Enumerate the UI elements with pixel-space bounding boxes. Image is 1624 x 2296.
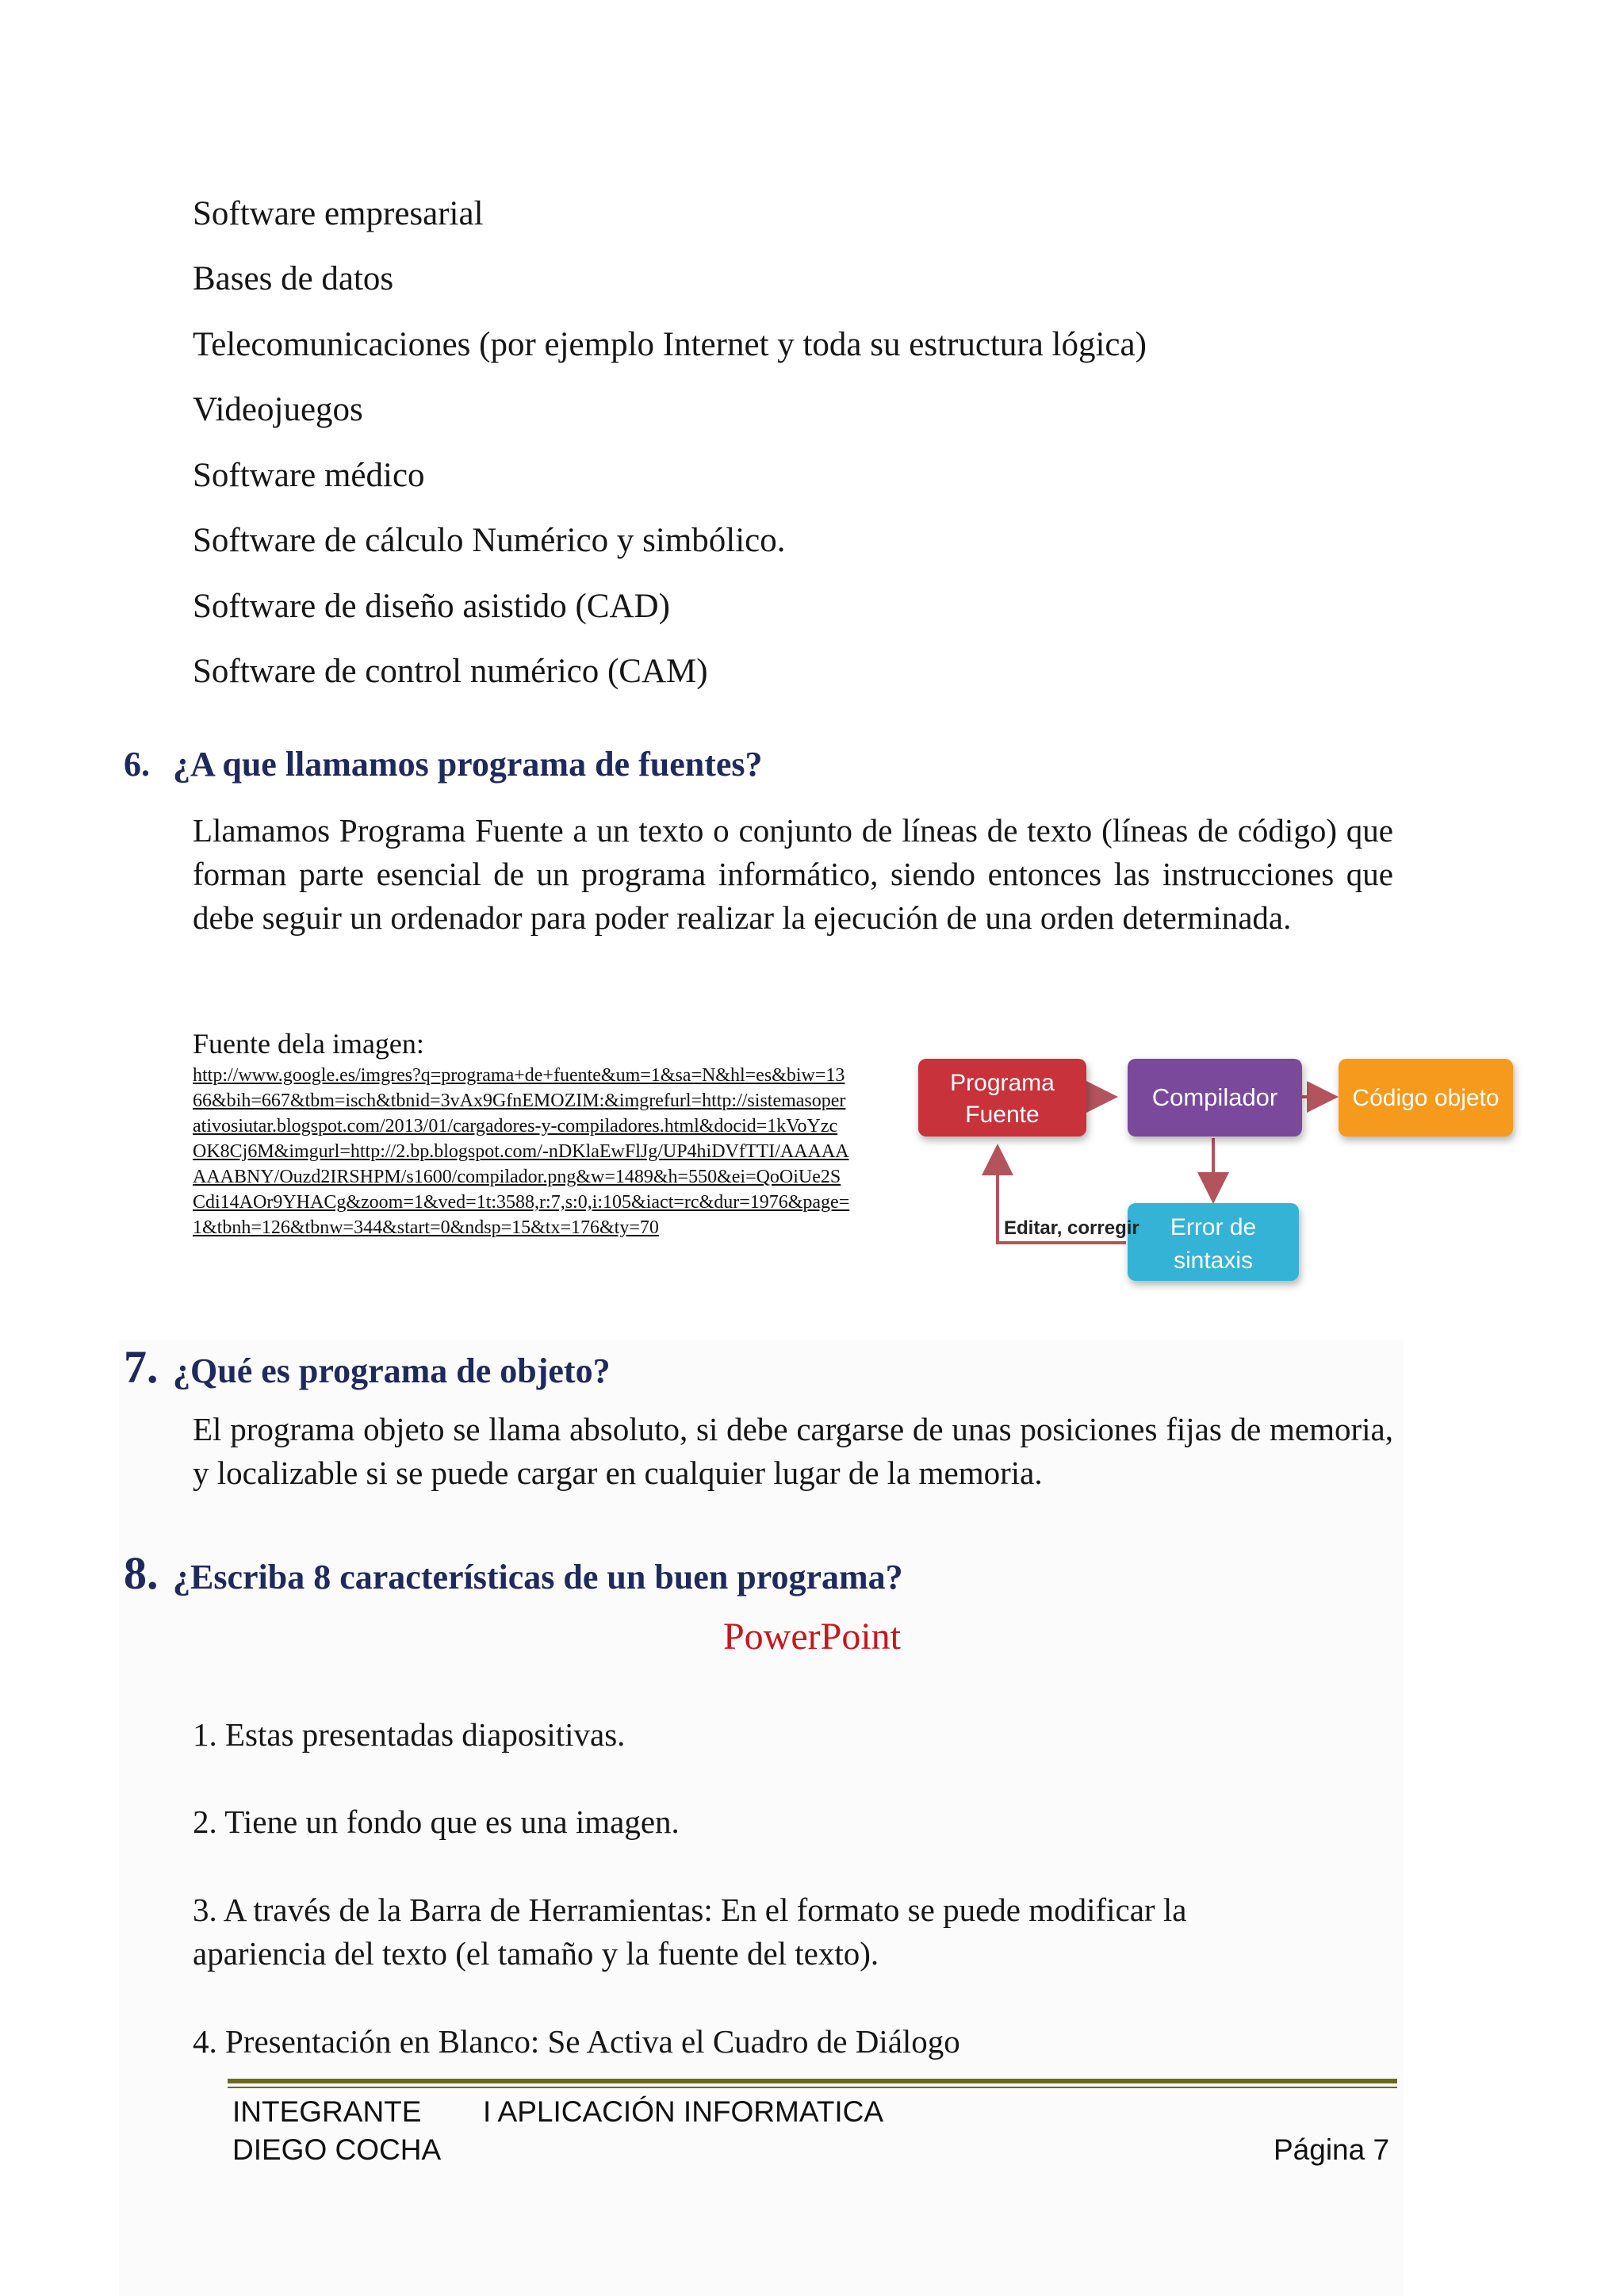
numbered-item: 3. A través de la Barra de Herramientas: En el formato se puede modificar la apariencia del texto (el tamaño y la fuente del texto). — [193, 1892, 1187, 1972]
source-label: Programa — [950, 1070, 1055, 1096]
numbered-item: 1. Estas presentadas diapositivas. — [193, 1716, 626, 1753]
footer-role: INTEGRANTE — [232, 2095, 422, 2128]
question-6-answer: Llamamos Programa Fuente a un texto o conjunto de líneas de texto (líneas de código) que forman parte esencial de un programa informático, siendo entonces las instrucciones que debe seguir un ordenador para poder realizar la ejecución de una orden determinada. — [193, 812, 1393, 936]
syntax-error-box — [1128, 1203, 1299, 1281]
question-6-heading — [124, 744, 763, 784]
compiler-label: Compilador — [1151, 1083, 1278, 1111]
list-item: Software médico — [193, 457, 425, 494]
list-item: Software de control numérico (CAM) — [193, 653, 708, 690]
error-label: sintaxis — [1173, 1248, 1254, 1274]
compiler-diagram — [904, 1039, 1530, 1293]
list-item: Bases de datos — [193, 260, 394, 297]
object-code-box — [1339, 1059, 1513, 1137]
question-title: ¿Qué es programa de objeto? — [173, 1351, 611, 1390]
loop-label: Editar, corregir — [1004, 1217, 1139, 1239]
footer-divider — [228, 2087, 1397, 2088]
numbered-item: 2. Tiene un fondo que es una imagen. — [193, 1803, 680, 1840]
object-code-label: Código objeto — [1352, 1085, 1500, 1111]
list-item: Videojuegos — [193, 391, 363, 428]
question-number: 7. — [124, 1341, 159, 1393]
list-item: Software de cálculo Numérico y simbólico. — [193, 522, 786, 559]
question-number: 8. — [124, 1547, 159, 1599]
question-title: ¿A que llamamos programa de fuentes? — [173, 745, 763, 784]
source-label: Fuente — [965, 1102, 1040, 1128]
compiler-box — [1128, 1059, 1302, 1137]
question-number: 6. — [124, 745, 150, 784]
list-item: Software empresarial — [193, 195, 484, 232]
list-item: Software de diseño asistido (CAD) — [193, 588, 670, 625]
section-subtitle: PowerPoint — [722, 1616, 901, 1658]
question-7-heading — [124, 1340, 611, 1393]
page-number: Página 7 — [1274, 2133, 1390, 2166]
question-7-answer: El programa objeto se llama absoluto, si debe cargarse de unas posiciones fijas de memoria, y localizable si se puede cargar en cualquier lugar de la memoria. — [193, 1411, 1393, 1491]
footer-divider — [228, 2079, 1397, 2083]
image-source-label: Fuente dela imagen: — [193, 1028, 424, 1060]
footer-course: I APLICACIÓN INFORMATICA — [483, 2095, 884, 2128]
question-8-heading — [124, 1547, 903, 1600]
question-title: ¿Escriba 8 características de un buen programa? — [173, 1558, 903, 1596]
source-program-box — [918, 1059, 1086, 1137]
numbered-item: 4. Presentación en Blanco: Se Activa el Cuadro de Diálogo — [193, 2023, 960, 2060]
image-source-link[interactable]: http://www.google.es/imgres?q=programa+de+fuente&um=1&sa=N&hl=es&biw=1366&bih=667&tbm=isch&tbnid=3vAx9GfnEMOZIM:&imgrefurl=http://sistemasoperativosiutar.blogspot.com/2013/01/cargadores-y-compiladores.html&docid=1kVoYzcOK8Cj6M&imgurl=http://2.bp.blogspot.com/-nDKlaEwFlJg/UP4hiDVfTTI/AAAAAAAABNY/Ouzd2IRSHPM/s1600/compilador.png&w=1489&h=550&ei=QoOiUe2SCdi14AOr9YHACg&zoom=1&ved=1t:3588,r:7,s:0,i:105&iact=rc&dur=1976&page=1&tbnh=126&tbnw=344&start=0&ndsp=15&tx=176&ty=70 — [193, 1065, 850, 1238]
error-label: Error de — [1170, 1214, 1257, 1240]
list-item: Telecomunicaciones (por ejemplo Internet y toda su estructura lógica) — [193, 326, 1147, 363]
footer-author: DIEGO COCHA — [232, 2133, 442, 2166]
